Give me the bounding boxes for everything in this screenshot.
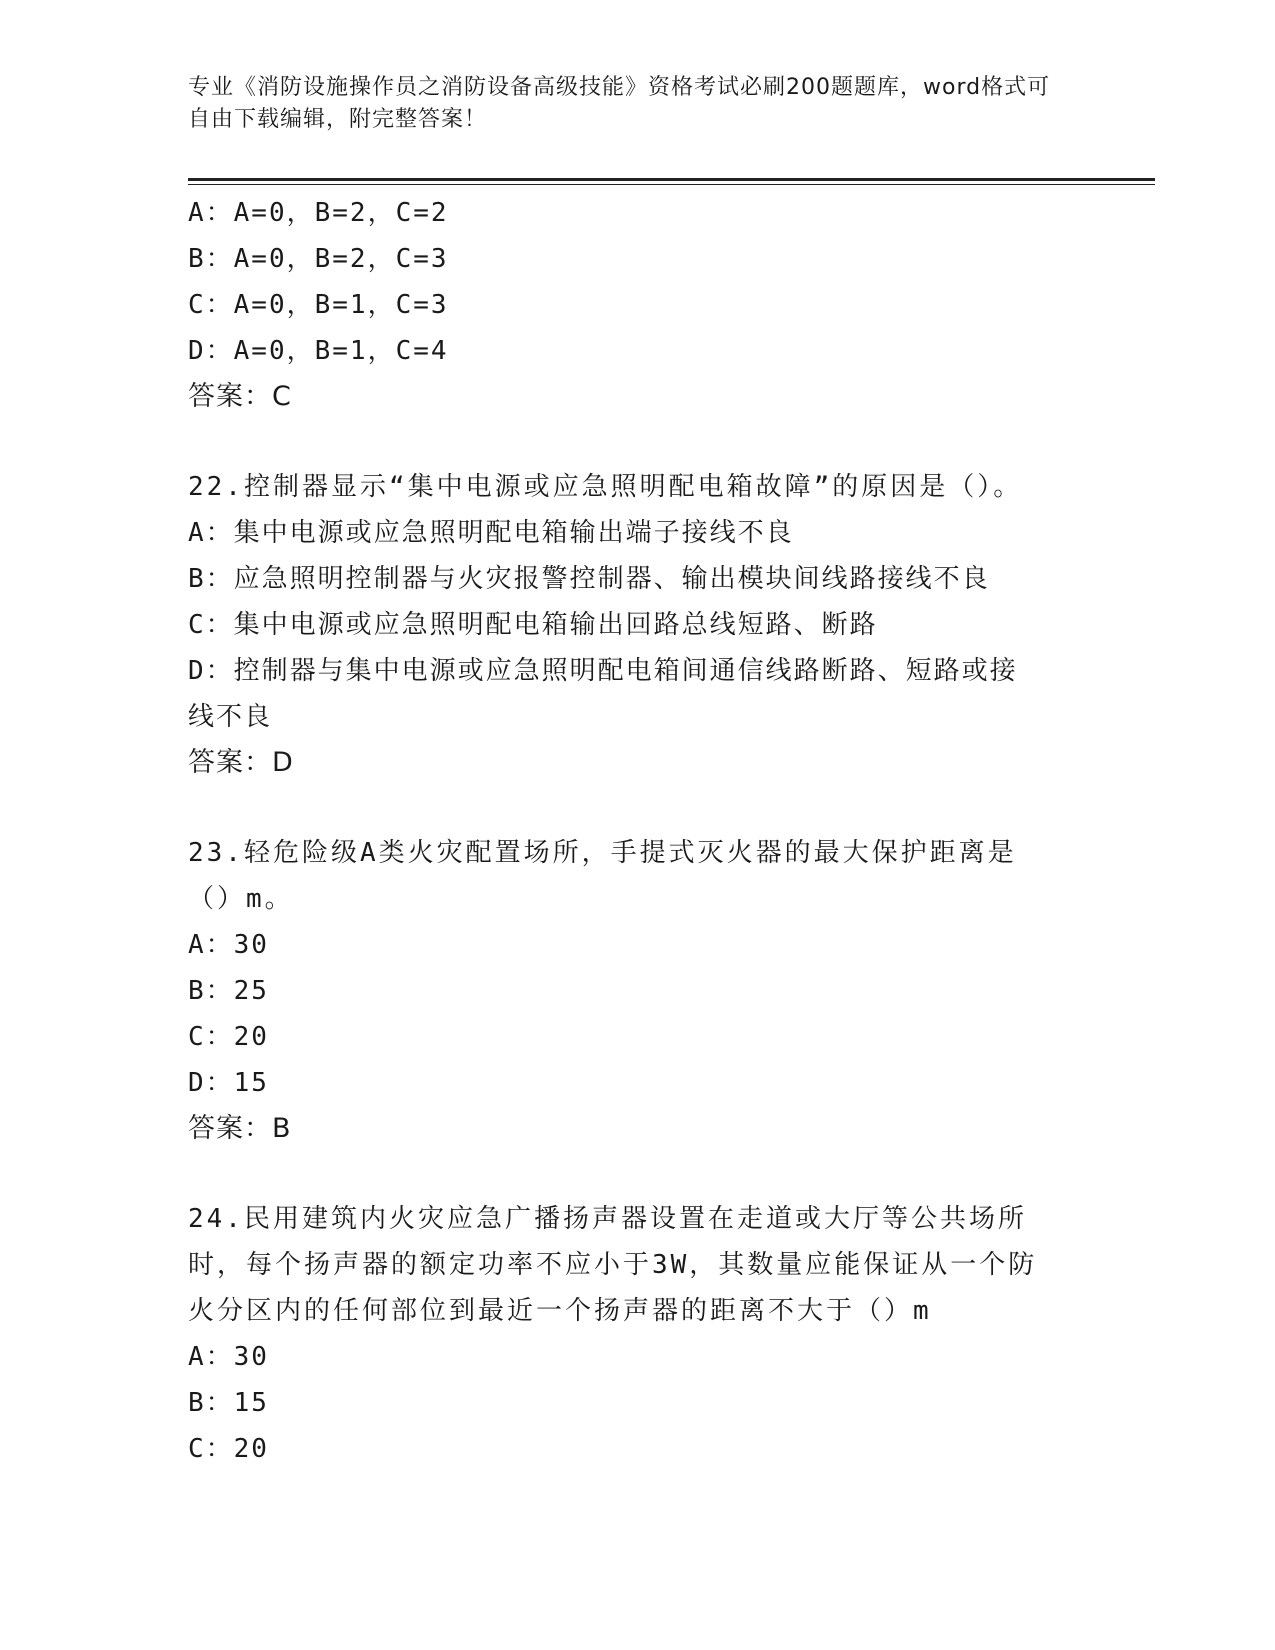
question-stem: 24.民用建筑内火灾应急广播扬声器设置在走道或大厅等公共场所时，每个扬声器的额定功率不应小于3W，其数量应能保证从一个防火分区内的任何部位到最近一个扬声器的距离不大于（）m — [188, 1204, 1038, 1326]
option-b: B：应急照明控制器与火灾报警控制器、输出模块间线路接线不良 — [188, 564, 990, 594]
option-a: A：30 — [188, 1342, 269, 1372]
header-divider-thin — [188, 184, 1155, 185]
question-21 — [188, 190, 1088, 420]
option-c: C：集中电源或应急照明配电箱输出回路总线短路、断路 — [188, 610, 878, 640]
option-a: A：A=0，B=2，C=2 — [188, 198, 449, 228]
option-b: B：25 — [188, 976, 269, 1006]
option-b: B：A=0，B=2，C=3 — [188, 244, 449, 274]
question-23 — [188, 830, 1088, 1152]
answer: 答案：D — [188, 747, 294, 778]
question-content — [188, 190, 1088, 1472]
header-divider-thick — [188, 178, 1155, 181]
option-c: C：20 — [188, 1022, 269, 1052]
option-d: D：控制器与集中电源或应急照明配电箱间通信线路断路、短路或接线不良 — [188, 656, 1018, 732]
option-b: B：15 — [188, 1388, 269, 1418]
option-a: A：30 — [188, 930, 269, 960]
option-a: A：集中电源或应急照明配电箱输出端子接线不良 — [188, 518, 794, 548]
document-header: 专业《消防设施操作员之消防设备高级技能》资格考试必刷200题题库，word格式可自由下载编辑，附完整答案！ — [188, 75, 1051, 132]
question-stem: 22.控制器显示“集中电源或应急照明配电箱故障”的原因是（）。 — [188, 472, 1023, 502]
question-24 — [188, 1196, 1088, 1472]
option-d: D：15 — [188, 1068, 269, 1098]
answer: 答案：C — [188, 381, 292, 412]
option-d: D：A=0，B=1，C=4 — [188, 336, 449, 366]
question-stem: 23.轻危险级A类火灾配置场所，手提式灭火器的最大保护距离是（）m。 — [188, 838, 1017, 914]
question-22 — [188, 464, 1088, 786]
option-c: C：A=0，B=1，C=3 — [188, 290, 449, 320]
answer: 答案：B — [188, 1113, 292, 1144]
option-c: C：20 — [188, 1434, 269, 1464]
